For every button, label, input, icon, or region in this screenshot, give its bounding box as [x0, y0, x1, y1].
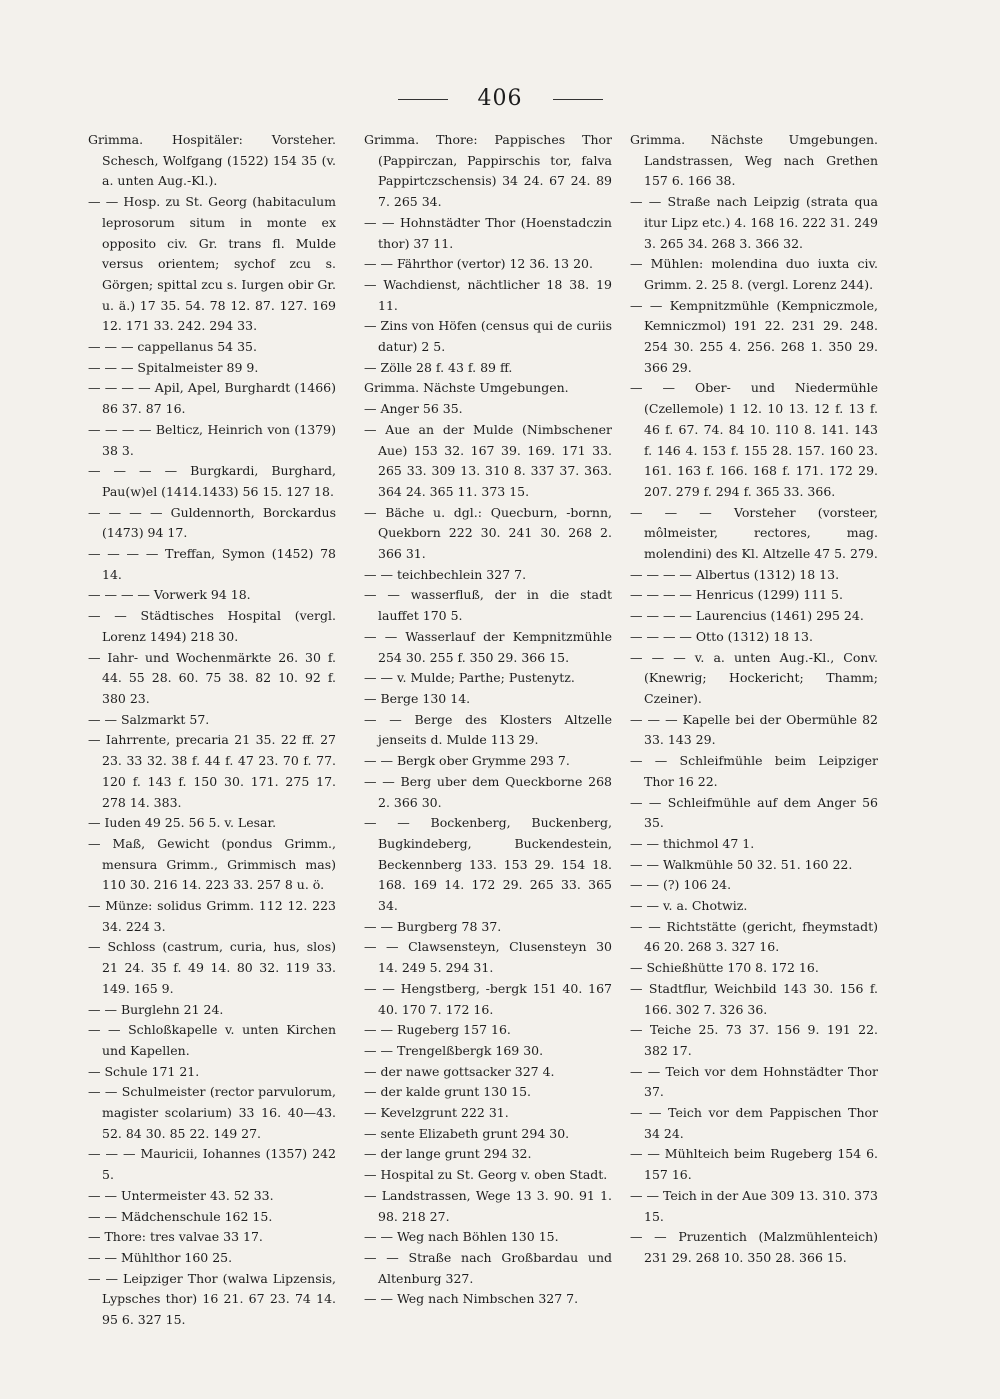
index-entry: — — Burglehn 21 24. [88, 1001, 224, 1017]
index-entry: — — Schulmeister (rector parvulorum, magister scolarium) 33 16. 40—43. 52. 84 30. 85 22. 149 27. [88, 1084, 336, 1141]
index-entry: — der nawe gottsacker 327 4. [364, 1063, 555, 1079]
index-entry: — — — Vorsteher (vorsteer, môlmeister, rectores, mag. molendini) des Kl. Altzelle 47 5. 279. [630, 504, 878, 562]
index-entry: — — Schloßkapelle v. unten Kirchen und Kapellen. [88, 1022, 336, 1058]
index-entry: — — — — Apil, Apel, Burghardt (1466) 86 37. 87 16. [88, 380, 336, 417]
index-entry: — Münze: solidus Grimm. 112 12. 223 34. 224 3. [88, 898, 336, 934]
index-entry: — Schießhütte 170 8. 172 16. [630, 960, 819, 976]
index-entry: — Berge 130 14. [364, 690, 471, 706]
index-entry: — Wachdienst, nächtlicher 18 38. 19 11. [364, 276, 612, 313]
index-entry: — der lange grunt 294 32. [364, 1146, 532, 1162]
index-entry: — Teiche 25. 73 37. 156 9. 191 22. 382 17. [630, 1022, 878, 1058]
index-entry: — — Ober- und Niedermühle (Czellemole) 1 12. 10 13. 12 f. 13 f. 46 f. 67. 74. 84 10. 110 8. 141. 143 f. 146 4. 153 f. 155 28. 157. 160 23. 161. 163 f. 166. 168 f. 171. 172 29. 207. 279 f. 294 f. 365 33. 366. [630, 380, 878, 499]
index-entry: — — Leipziger Thor (walwa Lipzensis, Lypsches thor) 16 21. 67 23. 74 14. 95 6. 327 15. [88, 1270, 336, 1328]
index-entry: — — Bockenberg, Buckenberg, Bugkindeberg, Buckendestein, Beckennberg 133. 153 29. 154 18. 168. 169 14. 172 29. 265 33. 365 34. [364, 815, 612, 914]
index-entry: — — — v. a. unten Aug.-Kl., Conv. (Knewrig; Hockericht; Thamm; Czeiner). [630, 649, 878, 706]
index-entry: — — wasserfluß, der in die stadt lauffet 170 5. [364, 587, 612, 624]
index-column-3 [630, 130, 878, 1269]
index-entry: — — Schleifmühle auf dem Anger 56 35. [630, 794, 878, 831]
index-entry: — der kalde grunt 130 15. [364, 1084, 532, 1100]
index-entry: — — — Spitalmeister 89 9. [88, 359, 259, 375]
index-entry: — sente Elizabeth grunt 294 30. [364, 1125, 570, 1141]
index-entry: — — Walkmühle 50 32. 51. 160 22. [630, 856, 853, 872]
index-entry: — — Richtstätte (gericht, fheymstadt) 46 20. 268 3. 327 16. [630, 918, 878, 955]
index-entry: — Stadtflur, Weichbild 143 30. 156 f. 166. 302 7. 326 36. [630, 980, 878, 1017]
index-entry: — Hospital zu St. Georg v. oben Stadt. [364, 1167, 608, 1183]
index-entry: — — — — Vorwerk 94 18. [88, 587, 251, 603]
index-entry: — — Städtisches Hospital (vergl. Lorenz 1494) 218 30. [88, 608, 336, 644]
index-entry: — — Mädchenschule 162 15. [88, 1208, 273, 1224]
index-entry: — Anger 56 35. [364, 401, 463, 417]
index-entry: — Kevelzgrunt 222 31. [364, 1105, 509, 1121]
index-entry: — — Hosp. zu St. Georg (habitaculum leprosorum situm in monte ex opposito civ. Gr. trans fl. Mulde versus orientem; sychof zcu s. Görgen; spittal zcu s. Iurgen obir Gr. u. ä.) 17 35. 54. 78 12. 87. 127. 169 12. 171 33. 242. 294 33. [88, 194, 336, 334]
index-entry: — Zins von Höfen (census qui de curiis datur) 2 5. [364, 318, 612, 355]
index-entry: — Maß, Gewicht (pondus Grimm., mensura Grimm., Grimmisch mas) 110 30. 216 14. 223 33. 257 8 u. ö. [88, 835, 336, 893]
index-entry: Grimma. Nächste Umgebungen. Landstrassen, Weg nach Grethen 157 6. 166 38. [630, 132, 878, 189]
index-entry: — — Mühlteich beim Rugeberg 154 6. 157 16. [630, 1146, 878, 1183]
index-entry: — — Teich in der Aue 309 13. 310. 373 15. [630, 1187, 878, 1224]
index-entry: — — Hohnstädter Thor (Hoenstadczin thor) 37 11. [364, 214, 612, 251]
index-entry: Grimma. Thore: Pappisches Thor (Pappirczan, Pappirschis tor, falva Pappirtczschensis) 34 24. 67 24. 89 7. 265 34. [364, 132, 612, 210]
index-entry: — — Kempnitzmühle (Kempniczmole, Kemniczmol) 191 22. 231 29. 248. 254 30. 255 4. 256. 268 1. 350 29. 366 29. [630, 297, 878, 375]
index-entry: — — — — Belticz, Heinrich von (1379) 38 3. [88, 421, 336, 458]
index-entry: — — Straße nach Großbardau und Altenburg 327. [364, 1249, 612, 1286]
index-entry: — — Teich vor dem Pappischen Thor 34 24. [630, 1105, 878, 1141]
index-entry: — — Schleifmühle beim Leipziger Thor 16 22. [630, 753, 878, 789]
index-entry: — — — — Otto (1312) 18 13. [630, 628, 813, 644]
index-entry: — — Weg nach Böhlen 130 15. [364, 1229, 559, 1245]
page-number: 406 [477, 86, 523, 111]
index-entry: — — Hengstberg, -bergk 151 40. 167 40. 170 7. 172 16. [364, 980, 612, 1017]
index-entry: — — Untermeister 43. 52 33. [88, 1187, 274, 1203]
index-entry: — — — — Henricus (1299) 111 5. [630, 587, 843, 603]
index-entry: — Zölle 28 f. 43 f. 89 ff. [364, 359, 513, 375]
index-entry: — Schloss (castrum, curia, hus, slos) 21 24. 35 f. 49 14. 80 32. 119 33. 149. 165 9. [88, 939, 336, 996]
index-entry: — — (?) 106 24. [630, 877, 732, 893]
index-entry: — — — Mauricii, Iohannes (1357) 242 5. [88, 1146, 336, 1183]
index-entry: — — — — Treffan, Symon (1452) 78 14. [88, 546, 336, 582]
index-entry: — Bäche u. dgl.: Quecburn, -bornn, Quekborn 222 30. 241 30. 268 2. 366 31. [364, 504, 612, 562]
index-entry: Grimma. Nächste Umgebungen. [364, 380, 569, 396]
index-entry: — Iahr- und Wochenmärkte 26. 30 f. 44. 55 28. 60. 75 38. 82 10. 92 f. 380 23. [88, 649, 336, 706]
index-entry: — — v. a. Chotwiz. [630, 898, 748, 914]
index-entry: — — — — Laurencius (1461) 295 24. [630, 608, 864, 624]
index-entry: — Mühlen: molendina duo iuxta civ. Grimm. 2. 25 8. (vergl. Lorenz 244). [630, 256, 878, 292]
index-column-1 [88, 130, 336, 1331]
index-entry: — — Mühlthor 160 25. [88, 1249, 233, 1265]
page-header [0, 86, 1000, 111]
index-entry: — Thore: tres valvae 33 17. [88, 1229, 263, 1245]
index-entry: — — — cappellanus 54 35. [88, 339, 257, 355]
index-entry: — — Teich vor dem Hohnstädter Thor 37. [630, 1063, 878, 1100]
index-column-2 [364, 130, 612, 1310]
index-entry: — Iahrrente, precaria 21 35. 22 ff. 27 23. 33 32. 38 f. 44 f. 47 23. 70 f. 77. 120 f. 143 f. 150 30. 171. 275 17. 278 14. 383. [88, 732, 336, 810]
index-entry: — — — — Guldennorth, Borckardus (1473) 94 17. [88, 504, 336, 541]
index-entry: — — Bergk ober Grymme 293 7. [364, 753, 570, 769]
index-entry: — — Berge des Klosters Altzelle jenseits d. Mulde 113 29. [364, 711, 612, 748]
index-entry: — — Wasserlauf der Kempnitzmühle 254 30. 255 f. 350 29. 366 15. [364, 628, 612, 665]
index-entry: — — — — Burgkardi, Burghard, Pau(w)el (1414.1433) 56 15. 127 18. [88, 463, 336, 499]
index-entry: — — Burgberg 78 37. [364, 918, 502, 934]
index-entry: — — Clawsensteyn, Clusensteyn 30 14. 249 5. 294 31. [364, 939, 612, 976]
header-rule-right [553, 99, 603, 100]
index-entry: — — — Kapelle bei der Obermühle 82 33. 143 29. [630, 711, 878, 748]
index-entry: — — Berg uber dem Queckborne 268 2. 366 30. [364, 773, 612, 810]
index-entry: — — v. Mulde; Parthe; Pustenytz. [364, 670, 575, 686]
index-entry: — Schule 171 21. [88, 1063, 200, 1079]
index-entry: — — Straße nach Leipzig (strata qua itur Lipz etc.) 4. 168 16. 222 31. 249 3. 265 34. 268 3. 366 32. [630, 194, 878, 251]
header-rule-left [398, 99, 448, 100]
index-entry: — Iuden 49 25. 56 5. v. Lesar. [88, 815, 277, 831]
index-entry: — — teichbechlein 327 7. [364, 566, 527, 582]
index-entry: Grimma. Hospitäler: Vorsteher. Schesch, Wolfgang (1522) 154 35 (v. a. unten Aug.-Kl.). [88, 132, 336, 189]
index-entry: — — Salzmarkt 57. [88, 711, 210, 727]
index-entry: — — Pruzentich (Malzmühlenteich) 231 29. 268 10. 350 28. 366 15. [630, 1229, 878, 1265]
index-entry: — — — — Albertus (1312) 18 13. [630, 566, 840, 582]
index-entry: — — Weg nach Nimbschen 327 7. [364, 1291, 579, 1307]
index-entry: — — Rugeberg 157 16. [364, 1022, 511, 1038]
index-entry: — — Fährthor (vertor) 12 36. 13 20. [364, 256, 593, 272]
index-entry: — — thichmol 47 1. [630, 835, 755, 851]
index-entry: — Landstrassen, Wege 13 3. 90. 91 1. 98. 218 27. [364, 1187, 612, 1224]
index-entry: — — Trengelßbergk 169 30. [364, 1042, 544, 1058]
index-entry: — Aue an der Mulde (Nimbschener Aue) 153 32. 167 39. 169. 171 33. 265 33. 309 13. 310 8. 337 37. 363. 364 24. 365 11. 373 15. [364, 421, 612, 499]
